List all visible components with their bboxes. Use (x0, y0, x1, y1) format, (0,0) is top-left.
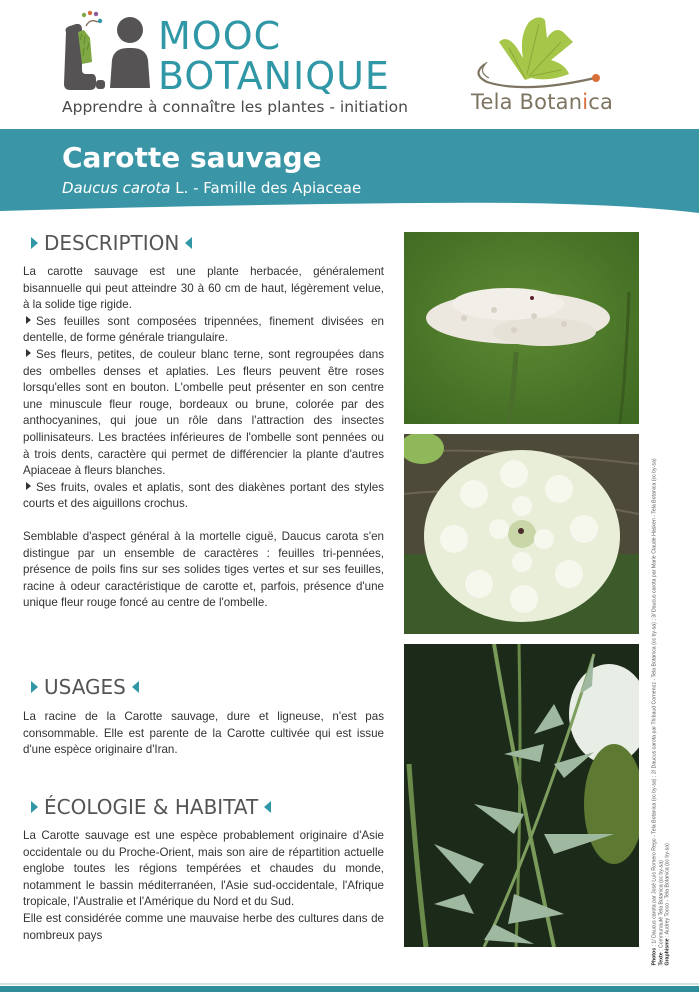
mooc-title-line2: BOTANIQUE (158, 54, 390, 98)
footer-divider (0, 983, 699, 985)
ecology-text-weed: Elle est considérée comme une mauvaise herbe des cultures dans de nombreux pays (23, 911, 384, 942)
photo-umbel-top (404, 434, 639, 634)
section-usages (23, 674, 384, 759)
description-comparison: Semblable d'aspect général à la mortelle ciguë, Daucus carota s'en distingue par un ensemble de caractères : feuilles tri-pennées, présence de poils fins sur ses solides tiges vertes et sur ses feuilles, racine à odeur caractéristique de carotte et, parfois, présence d'une unique fleur rouge foncé au centre de l'ombelle. (23, 529, 384, 610)
wordmark-part1: Tela Botan (471, 90, 583, 114)
mooc-person-plant-icon (62, 10, 154, 92)
scientific-name: Daucus carota (62, 179, 171, 197)
description-bullet-flowers (23, 347, 384, 480)
triangle-left-icon (132, 681, 139, 693)
family-label: L. - Famille des Apiaceae (170, 179, 362, 197)
section-heading-ecology (31, 794, 384, 820)
bullet-icon (26, 482, 31, 490)
bullet-icon (26, 316, 31, 324)
credits-graphics-text: : Audrey Tocco - Tela Botanica (cc by-sa) (664, 842, 671, 938)
section-description (23, 230, 384, 612)
triangle-right-icon (31, 681, 38, 693)
bullet-text: Ses feuilles sont composées tripennées, finement divisées en dentelle, de forme générale triangulaire. (23, 314, 384, 345)
page-title: Carotte sauvage (62, 141, 322, 174)
mooc-tagline: Apprendre à connaître les plantes - initiation (62, 98, 408, 116)
mooc-title (158, 16, 390, 96)
footer-bar (0, 986, 699, 992)
photo-umbel-side (404, 232, 639, 424)
triangle-right-icon (31, 801, 38, 813)
description-bullet-fruits (23, 480, 384, 513)
description-intro: La carotte sauvage est une plante herbacée, généralement bisannuelle qui peut atteindre 30 à 60 cm de haut, légèrement velue, à la solide tige rigide. (23, 265, 384, 312)
bullet-icon (26, 349, 31, 357)
wordmark-part2: ca (588, 90, 614, 114)
description-bullet-leaves (23, 314, 384, 347)
heading-text: USAGES (44, 675, 126, 699)
credits-text-label: Texte (658, 951, 664, 965)
triangle-left-icon (264, 801, 271, 813)
heading-text: ÉCOLOGIE & HABITAT (44, 795, 259, 819)
heading-text: DESCRIPTION (44, 231, 180, 255)
wordmark-accent: i (582, 90, 589, 114)
title-banner (0, 129, 699, 219)
triangle-right-icon (31, 237, 38, 249)
mooc-botanique-logo (62, 10, 408, 120)
triangle-left-icon (185, 237, 192, 249)
section-heading-usages (31, 674, 384, 700)
credits-text-text: : Communauté Tela Botanica (cc by-sa) (658, 859, 664, 952)
photo-leaves (404, 644, 639, 947)
credits-text (652, 380, 672, 965)
ivy-leaf-icon (465, 12, 615, 92)
credits-graphics-label: Graphisme (664, 937, 671, 965)
credits-photos-label: Photos (651, 947, 658, 965)
page-header (0, 0, 699, 128)
tela-botanica-wordmark (471, 90, 613, 114)
mooc-title-line1: MOOC (158, 14, 282, 58)
bullet-text: Ses fleurs, petites, de couleur blanc terne, sont regroupées dans des ombelles denses et aplaties. Les fleurs peuvent être roses lorsqu'elles sont en bouton. L'ombelle peut présenter en son centre une minuscule fleur rouge, bordeaux ou brune, colorée par des anthocyanines, qui joue un rôle dans l'attraction des insectes pollinisateurs. Les bractées inférieures de l'ombelle sont pennées ou à trois dents, caractère qui permet de différencier la plante d'autres Apiaceae à fleurs blanches. (23, 347, 384, 478)
ecology-text: La Carotte sauvage est une espèce probablement originaire d'Asie occidentale ou du Proche-Orient, mais son aire de répartition actuelle englobe toutes les régions tempérées et chaudes du monde, notamment le bassin méditerranéen, l'Asie sud-occidentale, l'Afrique tropicale, l'Australie et l'Amérique du Nord et du Sud. (23, 829, 384, 909)
section-heading-description (31, 230, 384, 256)
usages-text: La racine de la Carotte sauvage, dure et ligneuse, n'est pas consommable. Elle est parente de la Carotte cultivée qui est issue d'une espèce originaire d'Iran. (23, 710, 384, 757)
section-ecology-habitat (23, 794, 384, 944)
tela-botanica-logo (465, 12, 615, 117)
credits-photos-text: : 1/ Daucus carota par José Luis Romero Rego - Tela Botanica (cc by-sa) ; 2/ Daucus carota par Thibaud Cornenoz - Tela Botanica (cc by-sa) ; 3/ Daucus carota par Marie Claude Hasken - Tela Botanica (cc by-sa) (651, 457, 658, 948)
photo-credits (645, 380, 671, 965)
page-subtitle (62, 179, 361, 197)
bullet-text: Ses fruits, ovales et aplatis, sont des diakènes portant des styles courts et des aiguillons crochus. (23, 480, 384, 511)
